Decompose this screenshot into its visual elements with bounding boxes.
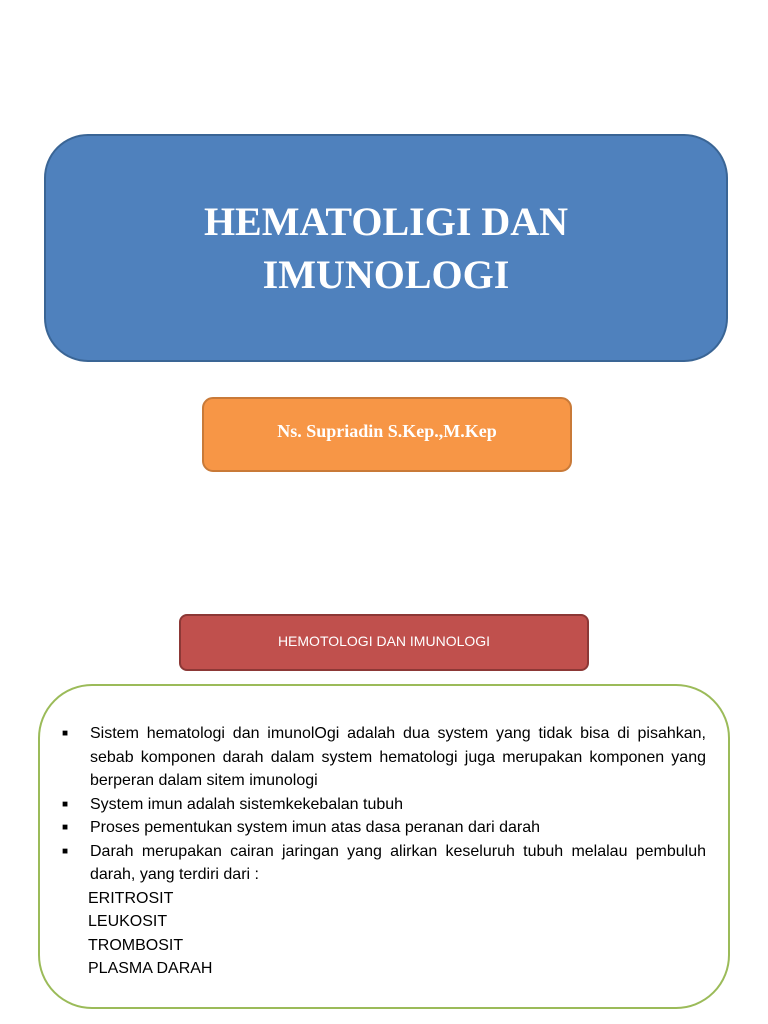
square-bullet-icon: ■	[62, 845, 69, 857]
section-heading-banner	[179, 614, 589, 671]
square-bullet-icon: ■	[62, 728, 69, 739]
component-item: TROMBOSIT	[88, 936, 184, 954]
section-heading: HEMOTOLOGI DAN IMUNOLOGI	[277, 632, 491, 649]
component-item: ERITROSIT	[88, 889, 174, 907]
bullet-text: Darah merupakan cairan jaringan yang alirkan keseluruh tubuh melalau pembuluh darah, yang terdiri dari :	[90, 842, 706, 883]
title-line-1: HEMATOLIGI DAN	[203, 199, 569, 244]
component-item: LEUKOSIT	[88, 913, 168, 930]
list-item	[62, 840, 706, 887]
title-banner	[44, 134, 728, 362]
bullet-text: Sistem hematologi dan imunolOgi adalah dua system yang tidak bisa di pisahkan, sebab komponen darah dalam system hematologi juga merupakan komponen yang berperan dalam sitem imunologi	[90, 725, 706, 789]
square-bullet-icon: ■	[62, 798, 69, 810]
component-list-container	[62, 887, 706, 981]
component-list	[62, 887, 706, 981]
component-item: PLASMA DARAH	[88, 960, 213, 977]
list-item	[62, 793, 706, 817]
bullet-text: System imun adalah sistemkekebalan tubuh	[90, 795, 404, 813]
bullet-list	[62, 722, 706, 981]
square-bullet-icon: ■	[62, 822, 69, 833]
bullet-text: Proses pementukan system imun atas dasa peranan dari darah	[90, 819, 541, 836]
title-line-2: IMUNOLOGI	[262, 252, 510, 297]
author-banner	[202, 397, 572, 472]
author-name: Ns. Supriadin S.Kep.,M.Kep	[277, 421, 497, 441]
list-item	[62, 722, 706, 793]
list-item	[62, 816, 706, 840]
